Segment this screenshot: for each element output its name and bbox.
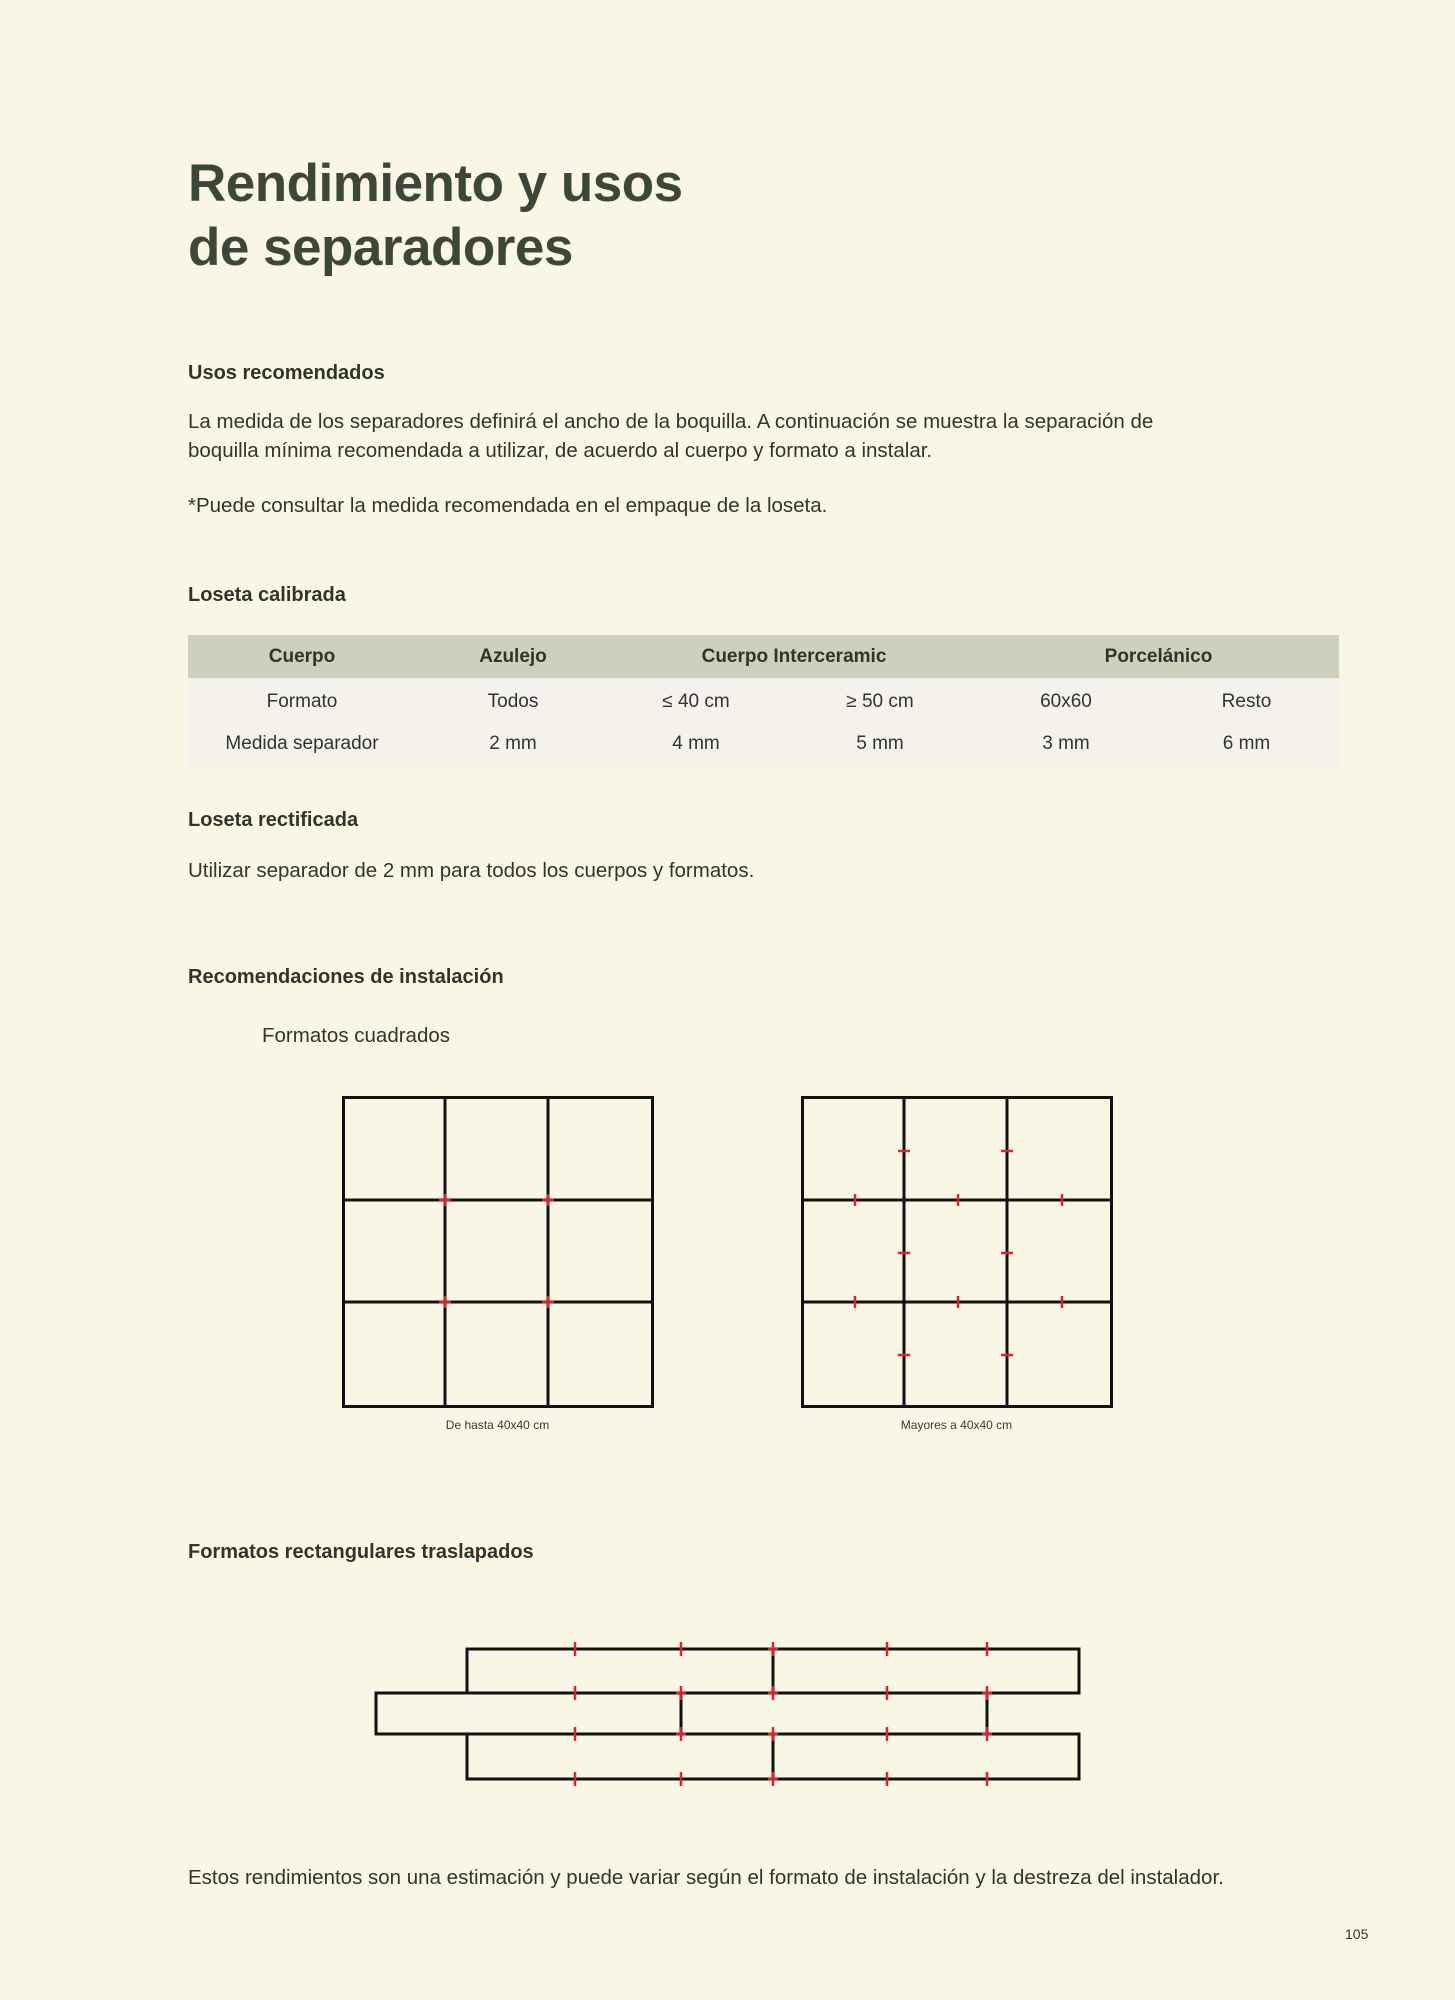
- usos-line-2: boquilla mínima recomendada a utilizar, de acuerdo al cuerpo y formato a instalar.: [188, 439, 933, 462]
- table-cell: ≤ 40 cm: [610, 678, 782, 723]
- footer-note: Estos rendimientos son una estimación y puede variar según el formato de instalación y la destreza del instalador.: [188, 1866, 1224, 1889]
- table-cell: Medida separador: [188, 723, 416, 768]
- table-cell: 6 mm: [1154, 723, 1339, 768]
- table-cell: 3 mm: [978, 723, 1154, 768]
- table-cell: Formato: [188, 678, 416, 723]
- table-cell: 2 mm: [416, 723, 610, 768]
- table-cell: 60x60: [978, 678, 1154, 723]
- caption-left: De hasta 40x40 cm: [445, 1418, 550, 1432]
- header-porcelanico: Porcelánico: [978, 635, 1339, 678]
- page-number: 105: [1345, 1926, 1369, 1942]
- table-cell: Resto: [1154, 678, 1339, 723]
- table-cell: 4 mm: [610, 723, 782, 768]
- instalacion-heading: Recomendaciones de instalación: [188, 966, 504, 988]
- rectangular-heading: Formatos rectangulares traslapados: [188, 1541, 534, 1563]
- spacer-icon: [575, 1642, 992, 1786]
- title-line-2: de separadores: [188, 218, 573, 277]
- usos-line-1: La medida de los separadores definirá el ancho de la boquilla. A continuación se muestra la separación de: [188, 410, 1154, 433]
- caption-right: Mayores a 40x40 cm: [900, 1418, 1013, 1432]
- rectificada-heading: Loseta rectificada: [188, 809, 359, 831]
- header-cuerpo-interceramic: Cuerpo Interceramic: [610, 635, 978, 678]
- table-cell: Todos: [416, 678, 610, 723]
- tile-lines: [376, 1649, 1079, 1779]
- header-cuerpo: Cuerpo: [188, 635, 416, 678]
- title-line-1: Rendimiento y usos: [188, 154, 683, 213]
- table-cell: 5 mm: [782, 723, 978, 768]
- header-azulejo: Azulejo: [416, 635, 610, 678]
- square-formats-subheading: Formatos cuadrados: [262, 1024, 451, 1047]
- calibrada-heading: Loseta calibrada: [188, 584, 346, 606]
- rectificada-text: Utilizar separador de 2 mm para todos los cuerpos y formatos.: [188, 859, 755, 882]
- usos-note: *Puede consultar la medida recomendada en el empaque de la loseta.: [188, 494, 828, 517]
- table-cell: ≥ 50 cm: [782, 678, 978, 723]
- usos-heading: Usos recomendados: [188, 362, 385, 384]
